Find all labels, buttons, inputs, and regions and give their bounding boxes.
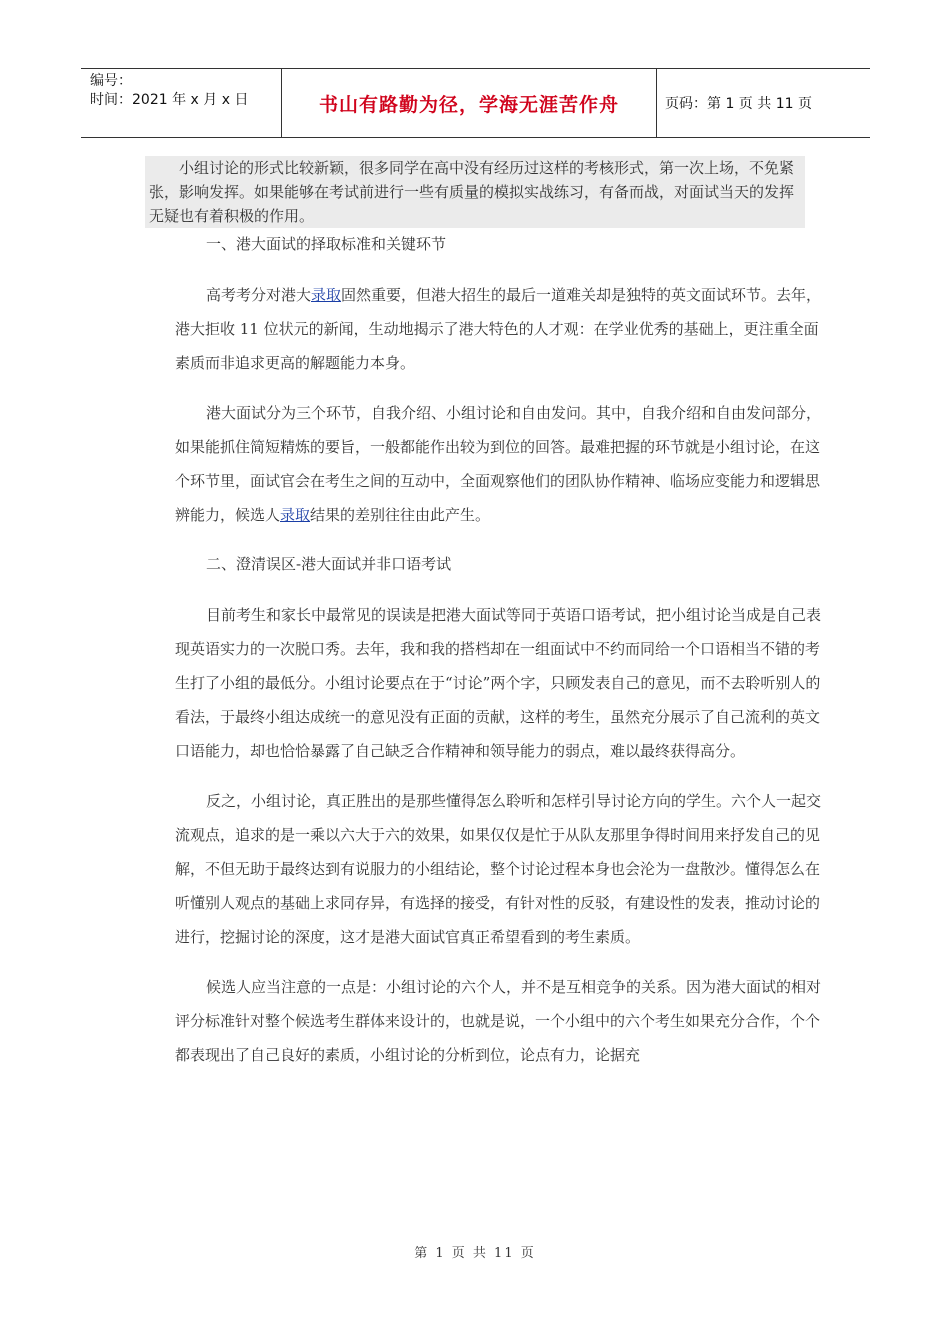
paragraph-1-text-a: 高考考分对港大 bbox=[206, 286, 312, 304]
document-body bbox=[175, 232, 830, 1072]
admission-link[interactable]: 录取 bbox=[311, 286, 342, 304]
paragraph-4: 反之，小组讨论，真正胜出的是那些懂得怎么聆听和怎样引导讨论方向的学生。六个人一起交流观点，追求的是一乘以六大于六的效果，如果仅仅是忙于从队友那里争得时间用来抒发自己的见解，不但无助于最终达到有说服力的小组结论，整个讨论过程本身也会沦为一盘散沙。懂得怎么在听懂别人观点的基础上求同存异，有选择的接受，有针对性的反驳，有建设性的发表，推动讨论的进行，挖掘讨论的深度，这才是港大面试官真正希望看到的考生素质。 bbox=[175, 792, 822, 946]
paragraph-2 bbox=[175, 396, 830, 532]
number-label: 编号： bbox=[90, 73, 132, 89]
intro-paragraph: 小组讨论的形式比较新颖，很多同学在高中没有经历过这样的考核形式，第一次上场，不免紧张，影响发挥。如果能够在考试前进行一些有质量的模拟实战练习，有备而战，对面试当天的发挥无疑也有着积极的作用。 bbox=[145, 156, 805, 228]
section-1-heading: 一、港大面试的择取标准和关键环节 bbox=[206, 235, 447, 253]
paragraph-2-text-b: 结果的差别往往由此产生。 bbox=[310, 506, 491, 524]
paragraph-5: 候选人应当注意的一点是：小组讨论的六个人，并不是互相竞争的关系。因为港大面试的相对评分标准针对整个候选考生群体来设计的，也就是说，一个小组中的六个考生如果充分合作，个个都表现出了自己良好的素质，小组讨论的分析到位，论点有力，论据充 bbox=[175, 978, 822, 1064]
admission-link-2[interactable]: 录取 bbox=[280, 506, 311, 524]
header-page-info: 页码：第 1 页 共 11 页 bbox=[665, 96, 812, 112]
paragraph-1 bbox=[175, 278, 830, 380]
date-label: 时间：2021 年 x 月 x 日 bbox=[90, 92, 249, 108]
paragraph-1-text-b: 固然重要，但港大招生的最后一道难关却是独特的英文面试环节。去年，港大拒收 11 位状元的新闻，生动地揭示了港大特色的人才观：在学业优秀的基础上，更注重全面素质而非追求更高的解题能力本身。 bbox=[175, 286, 822, 372]
page-footer: 第 1 页 共 11 页 bbox=[414, 1246, 536, 1261]
header-meta bbox=[81, 69, 282, 137]
section-2-heading: 二、澄清误区-港大面试并非口语考试 bbox=[206, 555, 452, 573]
paragraph-2-text-a: 港大面试分为三个环节，自我介绍、小组讨论和自由发问。其中，自我介绍和自由发问部分，如果能抓住简短精炼的要旨，一般都能作出较为到位的回答。最难把握的环节就是小组讨论，在这个环节里，面试官会在考生之间的互动中，全面观察他们的团队协作精神、临场应变能力和逻辑思辨能力，候选人 bbox=[175, 404, 822, 524]
paragraph-3: 目前考生和家长中最常见的误读是把港大面试等同于英语口语考试，把小组讨论当成是自己表现英语实力的一次脱口秀。去年，我和我的搭档却在一组面试中不约而同给一个口语相当不错的考生打了小组的最低分。小组讨论要点在于“讨论”两个字，只顾发表自己的意见，而不去聆听别人的看法，于最终小组达成统一的意见没有正面的贡献，这样的考生，虽然充分展示了自己流利的英文口语能力，却也恰恰暴露了自己缺乏合作精神和领导能力的弱点，难以最终获得高分。 bbox=[175, 606, 822, 760]
page-header bbox=[81, 68, 870, 138]
header-motto: 书山有路勤为径，学海无涯苦作舟 bbox=[282, 69, 657, 137]
